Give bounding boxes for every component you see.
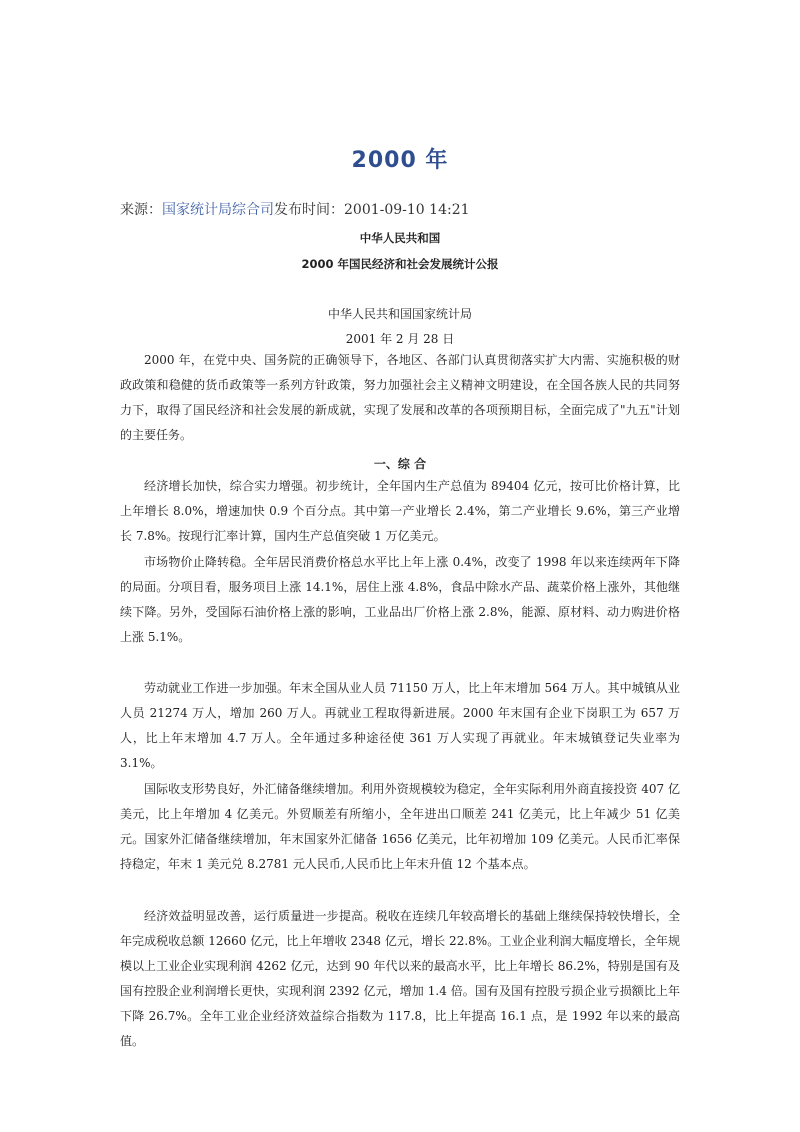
heading-country: 中华人民共和国 [359,231,441,245]
source-prefix: 来源： [120,202,162,218]
paragraph: 市场物价止降转稳。全年居民消费价格总水平比上年上涨 0.4%，改变了 1998 年以来连续两年下降的局面。分项目看，服务项目上涨 14.1%，居住上涨 4.8%，食品中除水产品、蔬菜价格上涨外，其他继续下降。另外，受国际石油价格上涨的影响，工业品出厂价格上涨 2.8%，能源、原材料、动力购进价格上涨 5.1%。 [120,555,680,644]
paragraph: 国际收支形势良好，外汇储备继续增加。利用外资规模较为稳定，全年实际利用外商直接投资 407 亿美元，比上年增加 4 亿美元。外贸顺差有所缩小，全年进出口顺差 241 亿美元，比上年减少 51 亿美元。国家外汇储备继续增加，年末国家外汇储备 1656 亿美元，比年初增加 109 亿美元。人民币汇率保持稳定，年末 1 美元兑 8.2781 元人民币,人民币比上年末升值 12 个基本点。 [120,782,680,871]
heading-report-title: 2000 年国民经济和社会发展统计公报 [301,257,499,271]
paragraph: 经济增长加快，综合实力增强。初步统计，全年国内生产总值为 89404 亿元，按可比价格计算，比上年增长 8.0%，增速加快 0.9 个百分点。其中第一产业增长 2.4%，第二产业增长 9.6%，第三产业增长 7.8%。按现行汇率计算，国内生产总值突破 1 万亿美元。 [120,479,680,543]
issuer: 中华人民共和国国家统计局 [327,307,472,321]
source-line [120,199,470,219]
report-date: 2001 年 2 月 28 日 [345,332,455,346]
section-heading: 一、综 合 [373,457,427,471]
source-link[interactable]: 国家统计局综合司 [162,202,274,218]
publish-time: 发布时间：2001-09-10 14:21 [274,202,470,218]
paragraph: 劳动就业工作进一步加强。年末全国从业人员 71150 万人，比上年末增加 564 万人。其中城镇从业人员 21274 万人，增加 260 万人。再就业工程取得新进展。2000 年末国有企业下岗职工为 657 万人，比上年末增加 4.7 万人。全年通过多种途径使 361 万人实现了再就业。年末城镇登记失业率为 3.1%。 [120,681,680,770]
intro-paragraph: 2000 年，在党中央、国务院的正确领导下，各地区、各部门认真贯彻落实扩大内需、实施积极的财政政策和稳健的货币政策等一系列方针政策，努力加强社会主义精神文明建设，在全国各族人民的共同努力下，取得了国民经济和社会发展的新成就，实现了发展和改革的各项预期目标，全面完成了"九五"计划的主要任务。 [120,353,680,442]
page-title: 2000 年 [351,148,449,173]
paragraph: 经济效益明显改善，运行质量进一步提高。税收在连续几年较高增长的基础上继续保持较快增长，全年完成税收总额 12660 亿元，比上年增收 2348 亿元，增长 22.8%。工业企业利润大幅度增长，全年规模以上工业企业实现利润 4262 亿元，达到 90 年代以来的最高水平，比上年增长 86.2%，特别是国有及国有控股企业利润增长更快，实现利润 2392 亿元，增加 1.4 倍。国有及国有控股亏损企业亏损额比上年下降 26.7%。全年工业企业经济效益综合指数为 117.8，比上年提高 16.1 点，是 1992 年以来的最高值。 [120,909,680,1048]
